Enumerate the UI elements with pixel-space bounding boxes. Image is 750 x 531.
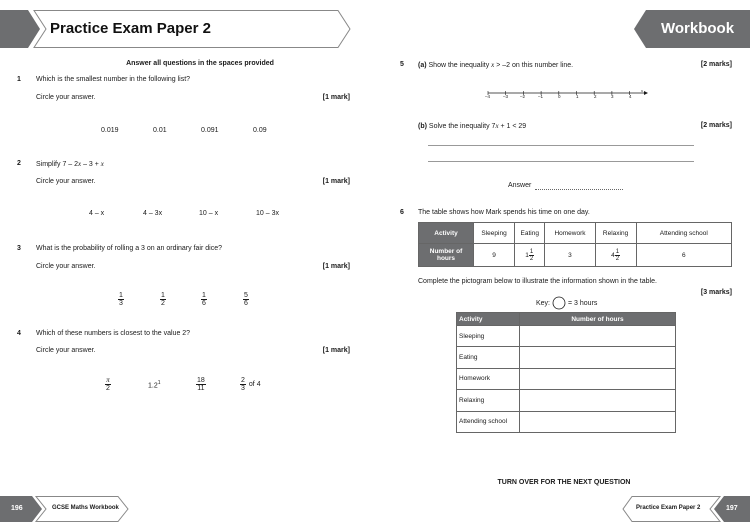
pictogram-row-label: Sleeping — [457, 326, 520, 347]
q3-option-b-den: 2 — [161, 300, 165, 307]
right-footer-tab — [622, 496, 750, 522]
activity-table — [418, 222, 732, 267]
q1-number: 1 — [17, 76, 21, 83]
number-line-labels — [484, 88, 654, 102]
q2-text — [36, 160, 104, 168]
left-page-number: 196 — [11, 505, 23, 512]
key-circle-icon — [552, 296, 566, 310]
pictogram-row-label: Homework — [457, 368, 520, 389]
q2-option-d[interactable]: 10 – 3x — [256, 210, 279, 217]
q2-text-var2: x — [100, 160, 104, 168]
answer-label: Answer — [508, 182, 532, 189]
q3-option-b-num: 1 — [161, 292, 165, 299]
hours-relaxing-whole: 4 — [611, 251, 615, 259]
tick-label: 1 — [576, 94, 579, 99]
q3-option-d-den: 6 — [244, 300, 248, 307]
q2-prompt: Circle your answer. — [36, 178, 96, 185]
left-header-tab — [0, 10, 352, 48]
q4-marks: [1 mark] — [322, 347, 350, 354]
pictogram-row-label: Eating — [457, 347, 520, 368]
q4-option-d-num: 2 — [241, 377, 245, 384]
hours-eating-num: 1 — [529, 248, 534, 255]
hours-relaxing — [595, 244, 636, 267]
q5b-suffix: + 1 < 29 — [498, 123, 527, 130]
pictogram-cell-homework[interactable] — [520, 368, 676, 389]
tick-label: 0 — [558, 94, 561, 99]
q4-option-a[interactable] — [105, 377, 111, 392]
pictogram-cell-attending-school[interactable] — [520, 411, 676, 432]
q3-option-c-num: 1 — [202, 292, 206, 299]
activity-eating: Eating — [515, 223, 545, 244]
q2-text-mid: – 3 + — [81, 161, 101, 168]
hours-eating-den: 2 — [529, 255, 534, 262]
left-footer-tab — [0, 496, 130, 522]
q2-option-c[interactable]: 10 – x — [199, 210, 219, 217]
q3-prompt: Circle your answer. — [36, 263, 96, 270]
q2-number: 2 — [17, 160, 21, 167]
q5a-marks: [2 marks] — [700, 61, 732, 68]
activity-header: Activity — [419, 223, 474, 244]
hours-sleeping: 9 — [474, 244, 515, 267]
working-line-2[interactable] — [428, 161, 694, 162]
pictogram-cell-sleeping[interactable] — [520, 326, 676, 347]
key-value: = 3 hours — [568, 299, 598, 307]
q3-option-a-num: 1 — [119, 292, 123, 299]
answer-line[interactable] — [535, 189, 623, 190]
q3-option-b[interactable] — [160, 292, 166, 307]
activity-relaxing: Relaxing — [595, 223, 636, 244]
q5a-prefix: Show the inequality — [428, 62, 492, 69]
working-line-1[interactable] — [428, 145, 694, 146]
left-footer-title: GCSE Maths Workbook — [52, 505, 119, 511]
q3-text: What is the probability of rolling a 3 on an ordinary fair dice? — [36, 245, 222, 252]
q3-option-a[interactable] — [118, 292, 124, 307]
tick-label-x: x — [641, 88, 643, 93]
q4-option-c[interactable] — [196, 377, 206, 392]
q4-option-a-num: π — [106, 376, 110, 384]
workbook-title: Workbook — [661, 20, 735, 37]
tick-label: –3 — [503, 94, 509, 99]
q1-text: Which is the smallest number in the following list? — [36, 76, 191, 83]
q2-text-prefix: Simplify 7 – 2 — [36, 161, 79, 168]
hours-homework: 3 — [545, 244, 595, 267]
q4-option-c-num: 18 — [197, 377, 205, 384]
q1-marks: [1 mark] — [322, 94, 350, 101]
q3-number: 3 — [17, 245, 21, 252]
q4-number: 4 — [17, 330, 21, 337]
hours-attending-school: 6 — [636, 244, 731, 267]
q4-option-b[interactable] — [148, 380, 161, 389]
instructions: Answer all questions in the spaces provided — [126, 60, 274, 67]
pictogram-table — [456, 312, 676, 433]
tick-label: –2 — [520, 94, 526, 99]
tick-label: 2 — [594, 94, 597, 99]
pictogram-row-label: Relaxing — [457, 390, 520, 411]
turn-over-text: TURN OVER FOR THE NEXT QUESTION — [497, 479, 631, 486]
q3-option-c-den: 6 — [202, 300, 206, 307]
q4-option-b-exp: 1 — [157, 380, 161, 386]
pictogram-row-label: Attending school — [457, 411, 520, 432]
q5-number: 5 — [400, 61, 404, 68]
q6-text: The table shows how Mark spends his time on one day. — [418, 209, 590, 216]
q3-option-d-num: 5 — [244, 292, 248, 299]
q1-option-c[interactable]: 0.091 — [201, 127, 219, 134]
activity-homework: Homework — [545, 223, 595, 244]
q4-option-c-den: 11 — [197, 385, 205, 392]
q2-option-a[interactable]: 4 – x — [89, 210, 105, 217]
pictogram-activity-header: Activity — [457, 313, 520, 326]
tick-label: –1 — [538, 94, 544, 99]
q6-marks: [3 marks] — [700, 289, 732, 296]
hours-eating — [515, 244, 545, 267]
q5a-text — [418, 61, 573, 69]
pictogram-cell-relaxing[interactable] — [520, 390, 676, 411]
q1-prompt: Circle your answer. — [36, 94, 96, 101]
q6-number: 6 — [400, 209, 404, 216]
q1-option-a[interactable]: 0.019 — [101, 127, 119, 134]
q3-option-a-den: 3 — [119, 300, 123, 307]
q3-option-d[interactable] — [243, 292, 249, 307]
q1-option-b[interactable]: 0.01 — [153, 127, 167, 134]
pictogram-hours-header: Number of hours — [520, 313, 676, 326]
q4-text: Which of these numbers is closest to the value 2? — [36, 330, 191, 337]
hours-relaxing-den: 2 — [615, 255, 620, 262]
q4-option-b-base: 1.2 — [148, 382, 158, 390]
q5b-text — [418, 122, 526, 130]
right-header-tab — [632, 10, 750, 48]
q5b-label: (b) — [418, 123, 427, 130]
q5a-var: x — [491, 61, 495, 69]
q2-text-var1: x — [78, 160, 82, 168]
tick-label: –4 — [485, 94, 491, 99]
q5b-var: x — [495, 122, 499, 130]
hours-header: Number of hours — [419, 244, 474, 267]
pictogram-key — [536, 296, 597, 310]
q5b-prefix: Solve the inequality 7 — [428, 123, 496, 130]
pictogram-cell-eating[interactable] — [520, 347, 676, 368]
hours-eating-whole: 1 — [525, 251, 529, 259]
page-title: Practice Exam Paper 2 — [50, 20, 211, 37]
q3-option-c[interactable] — [201, 292, 207, 307]
q6-instruction: Complete the pictogram below to illustrate the information shown in the table. — [418, 278, 657, 285]
q4-option-a-den: 2 — [106, 385, 110, 392]
right-footer-title: Practice Exam Paper 2 — [636, 505, 701, 511]
right-page-number: 197 — [726, 505, 738, 512]
hours-relaxing-num: 1 — [615, 248, 620, 255]
key-label: Key: — [536, 299, 551, 307]
q2-option-b[interactable]: 4 – 3x — [143, 210, 163, 217]
q5a-suffix: > –2 on this number line. — [494, 62, 574, 69]
q2-marks: [1 mark] — [322, 178, 350, 185]
activity-sleeping: Sleeping — [474, 223, 515, 244]
tick-label: 4 — [629, 94, 632, 99]
q5a-label: (a) — [418, 62, 427, 69]
q4-option-d[interactable] — [240, 377, 261, 392]
q1-option-d[interactable]: 0.09 — [253, 127, 267, 134]
q4-option-d-suffix: of 4 — [248, 381, 261, 388]
q5b-marks: [2 marks] — [700, 122, 732, 129]
q3-marks: [1 mark] — [322, 263, 350, 270]
activity-attending-school: Attending school — [636, 223, 731, 244]
q4-prompt: Circle your answer. — [36, 347, 96, 354]
q4-option-d-den: 3 — [241, 385, 245, 392]
tick-label: 3 — [611, 94, 614, 99]
